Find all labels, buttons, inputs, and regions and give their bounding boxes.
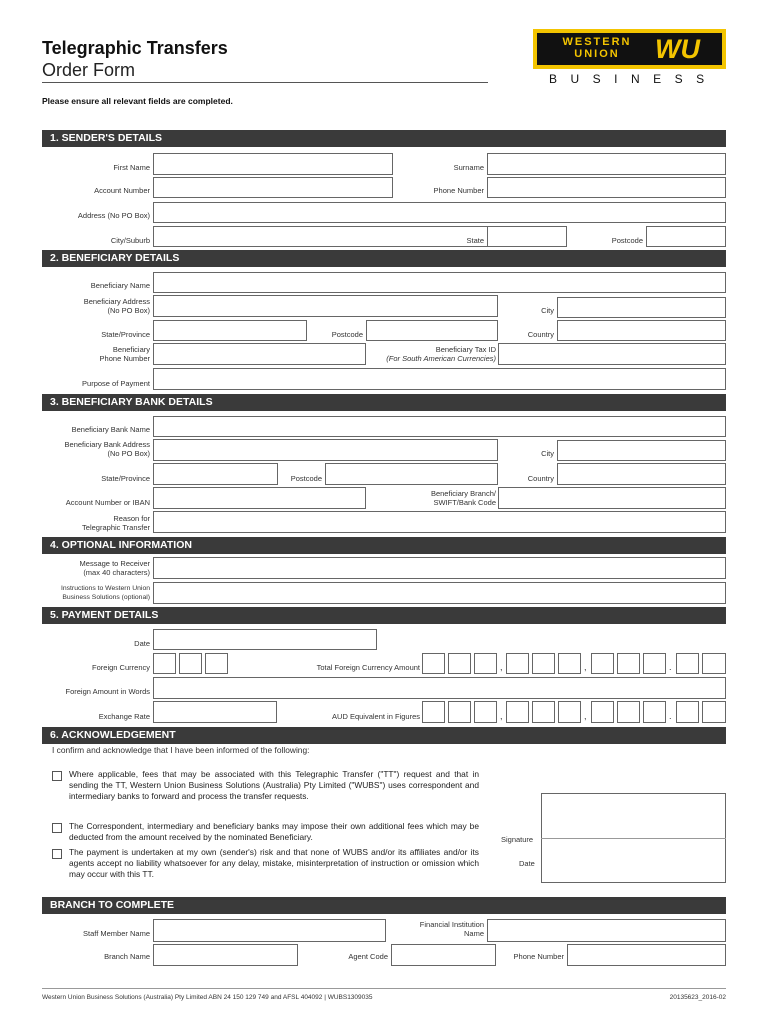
beneficiary-address-field[interactable]: [153, 295, 498, 317]
bank-city-label: City: [541, 449, 554, 458]
beneficiary-tax-id-label: Beneficiary Tax ID (For South American Currencies): [386, 345, 496, 363]
state-label: State: [466, 236, 484, 245]
beneficiary-name-field[interactable]: [153, 272, 726, 293]
branch-phone-field[interactable]: [567, 944, 726, 966]
postcode-label: Postcode: [611, 236, 643, 245]
title-rule: [42, 82, 488, 83]
total-separator-3: .: [669, 662, 672, 672]
aud-cents-1[interactable]: [676, 701, 699, 723]
sender-surname-field[interactable]: [487, 153, 726, 175]
beneficiary-state-field[interactable]: [153, 320, 307, 341]
bank-postcode-field[interactable]: [325, 463, 498, 485]
western-union-logo: WESTERN UNION WU: [533, 29, 726, 69]
bank-state-label: State/Province: [101, 474, 150, 483]
exchange-rate-label: Exchange Rate: [98, 712, 150, 721]
total-digit-2[interactable]: [448, 653, 471, 674]
bank-address-field[interactable]: [153, 439, 498, 461]
purpose-of-payment-label: Purpose of Payment: [82, 379, 150, 388]
aud-separator-2: ,: [584, 711, 587, 721]
bank-country-label: Country: [527, 474, 554, 483]
aud-separator-1: ,: [500, 711, 503, 721]
first-name-label: First Name: [113, 163, 150, 172]
section-optional-information: 4. OPTIONAL INFORMATION: [42, 537, 726, 554]
aud-digit-1[interactable]: [422, 701, 445, 723]
total-amount-label: Total Foreign Currency Amount: [316, 663, 420, 672]
acknowledge-bank-fees-checkbox[interactable]: [52, 823, 62, 833]
branch-swift-label: Beneficiary Branch/ SWIFT/Bank Code: [430, 489, 496, 507]
sender-account-number-field[interactable]: [153, 177, 393, 198]
aud-separator-3: .: [669, 711, 672, 721]
section-payment-details: 5. PAYMENT DETAILS: [42, 607, 726, 624]
logo-business-text: BUSINESS: [549, 72, 718, 86]
bank-name-field[interactable]: [153, 416, 726, 437]
acknowledge-fees-checkbox[interactable]: [52, 771, 62, 781]
instructions-field[interactable]: [153, 582, 726, 604]
acknowledge-risk-checkbox[interactable]: [52, 849, 62, 859]
message-receiver-field[interactable]: [153, 557, 726, 579]
beneficiary-city-field[interactable]: [557, 297, 726, 318]
beneficiary-name-label: Beneficiary Name: [90, 281, 150, 290]
purpose-of-payment-field[interactable]: [153, 368, 726, 390]
beneficiary-country-label: Country: [527, 330, 554, 339]
agent-code-label: Agent Code: [348, 952, 388, 961]
total-digit-4[interactable]: [506, 653, 529, 674]
surname-label: Surname: [453, 163, 484, 172]
aud-digit-2[interactable]: [448, 701, 471, 723]
aud-digit-7[interactable]: [591, 701, 614, 723]
address-label: Address (No PO Box): [77, 211, 150, 220]
acknowledgement-date-label: Date: [519, 859, 535, 868]
total-digit-9[interactable]: [643, 653, 666, 674]
beneficiary-tax-id-field[interactable]: [498, 343, 726, 365]
section-senders-details: 1. SENDER'S DETAILS: [42, 130, 726, 147]
total-digit-5[interactable]: [532, 653, 555, 674]
account-iban-label: Account Number or IBAN: [65, 498, 150, 507]
beneficiary-postcode-field[interactable]: [366, 320, 498, 341]
section-beneficiary-details: 2. BENEFICIARY DETAILS: [42, 250, 726, 267]
payment-date-label: Date: [134, 639, 150, 648]
beneficiary-postcode-label: Postcode: [331, 330, 363, 339]
sender-address-field[interactable]: [153, 202, 726, 223]
bank-address-label: Beneficiary Bank Address (No PO Box): [64, 440, 150, 458]
total-digit-7[interactable]: [591, 653, 614, 674]
sender-first-name-field[interactable]: [153, 153, 393, 175]
reason-field[interactable]: [153, 511, 726, 533]
acknowledgement-intro: I confirm and acknowledge that I have been informed of the following:: [52, 745, 310, 755]
footer-form-code: 20135623_2016-02: [669, 994, 726, 1001]
instructions-label: Instructions to Western Union Business Solutions (optional): [60, 585, 150, 601]
total-cents-2[interactable]: [702, 653, 726, 674]
account-number-label: Account Number: [94, 186, 150, 195]
aud-digit-4[interactable]: [506, 701, 529, 723]
total-cents-1[interactable]: [676, 653, 699, 674]
total-digit-8[interactable]: [617, 653, 640, 674]
total-separator-1: ,: [500, 662, 503, 672]
beneficiary-phone-field[interactable]: [153, 343, 366, 365]
aud-cents-2[interactable]: [702, 701, 726, 723]
aud-equivalent-label: AUD Equivalent in Figures: [332, 712, 420, 721]
sender-phone-field[interactable]: [487, 177, 726, 198]
city-suburb-label: City/Suburb: [110, 236, 150, 245]
amount-words-field[interactable]: [153, 677, 726, 699]
financial-institution-label: Financial Institution Name: [419, 920, 484, 938]
phone-number-label: Phone Number: [433, 186, 484, 195]
bank-state-field[interactable]: [153, 463, 278, 485]
branch-name-field[interactable]: [153, 944, 298, 966]
signature-divider: [541, 838, 726, 839]
section-branch-to-complete: BRANCH TO COMPLETE: [42, 897, 726, 914]
footer-company-text: Western Union Business Solutions (Australia) Pty Limited ABN 24 150 129 749 and AFSL 404092 | WUBS1309035: [42, 994, 373, 1001]
signature-label: Signature: [501, 835, 534, 844]
sender-postcode-field[interactable]: [646, 226, 726, 247]
currency-char-3[interactable]: [205, 653, 228, 674]
total-digit-3[interactable]: [474, 653, 497, 674]
branch-swift-field[interactable]: [498, 487, 726, 509]
exchange-rate-field[interactable]: [153, 701, 277, 723]
section-beneficiary-bank-details: 3. BENEFICIARY BANK DETAILS: [42, 394, 726, 411]
foreign-currency-label: Foreign Currency: [92, 663, 150, 672]
form-title: Telegraphic Transfers: [42, 38, 228, 58]
branch-name-label: Branch Name: [104, 952, 150, 961]
financial-institution-field[interactable]: [487, 919, 726, 942]
state-province-label: State/Province: [101, 330, 150, 339]
total-digit-1[interactable]: [422, 653, 445, 674]
bank-country-field[interactable]: [557, 463, 726, 485]
aud-digit-3[interactable]: [474, 701, 497, 723]
instruction-note: Please ensure all relevant fields are completed.: [42, 96, 233, 106]
beneficiary-city-label: City: [541, 306, 554, 315]
footer-rule: [42, 988, 726, 989]
currency-char-1[interactable]: [153, 653, 176, 674]
form-subtitle: Order Form: [42, 60, 136, 80]
acknowledge-fees-text: Where applicable, fees that may be associated with this Telegraphic Transfer ("TT") request and that in sending the TT, Western Union Business Solutions (Australia) Pty Limited ("WUBS") uses correspondent and intermediary banks to forward and process the transfer requests.: [69, 769, 479, 801]
message-receiver-label: Message to Receiver (max 40 characters): [79, 559, 150, 577]
currency-char-2[interactable]: [179, 653, 202, 674]
total-separator-2: ,: [584, 662, 587, 672]
amount-words-label: Foreign Amount in Words: [65, 687, 150, 696]
beneficiary-country-field[interactable]: [557, 320, 726, 341]
beneficiary-address-label: Beneficiary Address (No PO Box): [83, 297, 150, 315]
staff-member-field[interactable]: [153, 919, 386, 942]
aud-digit-5[interactable]: [532, 701, 555, 723]
account-iban-field[interactable]: [153, 487, 366, 509]
aud-digit-9[interactable]: [643, 701, 666, 723]
bank-postcode-label: Postcode: [290, 474, 322, 483]
aud-digit-8[interactable]: [617, 701, 640, 723]
acknowledge-bank-fees-text: The Correspondent, intermediary and beneficiary banks may impose their own additional fees which may be deducted from the amount received by the nominated Beneficiary.: [69, 821, 479, 842]
staff-member-label: Staff Member Name: [83, 929, 150, 938]
reason-label: Reason for Telegraphic Transfer: [82, 514, 150, 532]
bank-city-field[interactable]: [557, 440, 726, 461]
section-acknowledgement: 6. ACKNOWLEDGEMENT: [42, 727, 726, 744]
total-digit-6[interactable]: [558, 653, 581, 674]
bank-name-label: Beneficiary Bank Name: [71, 425, 150, 434]
branch-phone-label: Phone Number: [513, 952, 564, 961]
beneficiary-phone-label: Beneficiary Phone Number: [99, 345, 150, 363]
aud-digit-6[interactable]: [558, 701, 581, 723]
acknowledge-risk-text: The payment is undertaken at my own (sender's) risk and that none of WUBS and/or its affiliates and/or its agents accept no liability whatsoever for any delay, mistake, misinterpretation of instruction or omission which may occur with this TT.: [69, 847, 479, 879]
agent-code-field[interactable]: [391, 944, 496, 966]
payment-date-field[interactable]: [153, 629, 377, 650]
sender-state-field[interactable]: [487, 226, 567, 247]
